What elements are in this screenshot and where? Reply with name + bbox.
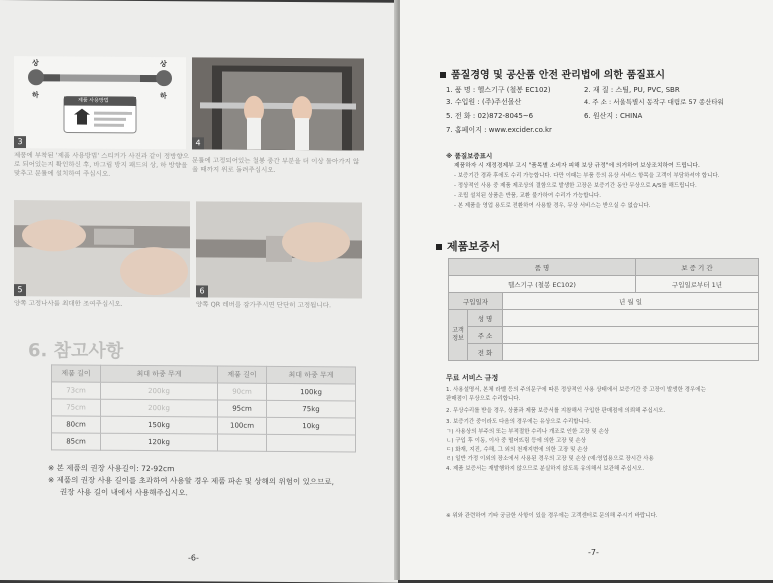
service-line: ㄱ) 사용상의 부주의 또는 부적절한 수리나 개조로 인한 고장 및 손상 bbox=[446, 429, 610, 435]
note-warning-cont: 권장 사용 길이 내에서 사용해주십시오. bbox=[60, 487, 188, 498]
step-number: 4 bbox=[192, 137, 204, 149]
sticker-title: 제품 사용방법 bbox=[78, 97, 109, 104]
warranty-date-row bbox=[449, 293, 759, 310]
section-title: 6. 참고사항 bbox=[28, 340, 124, 362]
cell: 120kg bbox=[101, 433, 218, 451]
cell bbox=[218, 434, 267, 451]
guarantee-line: 제품하자 시 재정경제부 고시 "품목별 소비자 피해 보상 규정"에 의거하여 보상조치하여 드립니다. bbox=[454, 163, 700, 169]
hands-on-bar-photo bbox=[192, 57, 364, 150]
cell: 75kg bbox=[267, 400, 356, 418]
spec-table bbox=[51, 364, 356, 452]
quality-item: 4. 주 소 : 서울특별시 동작구 대림로 57 종산타워 bbox=[584, 98, 724, 106]
address-field[interactable] bbox=[503, 327, 759, 344]
guarantee-line: - 본 제품을 영업 용도로 전환하여 사용할 경우, 무상 서비스는 받으실 수 없습니다. bbox=[454, 203, 651, 209]
service-line: 1. 사용설명서, 본체 라벨 등의 주의문구에 따른 정상적인 사용 상태에서 보증기간 중 고장이 발생한 경우에는 bbox=[446, 387, 706, 393]
customer-info-label: 고객정보 bbox=[449, 310, 468, 361]
cell bbox=[267, 434, 356, 452]
service-line: ㄷ) 화재, 지진, 수해, 그 외의 천재지변에 의한 고장 및 손상 bbox=[446, 447, 588, 453]
purchase-date-label: 구입일자 bbox=[449, 293, 503, 310]
cell: 75cm bbox=[52, 399, 101, 416]
warranty-header-row bbox=[449, 259, 759, 276]
page-number: -7- bbox=[588, 548, 599, 557]
step-number: 6 bbox=[196, 285, 208, 297]
table-row bbox=[52, 416, 356, 435]
service-line: 4. 제품 보증서는 재발행하지 않으므로 분실하지 않도록 유의해서 보관해 주십시오. bbox=[446, 466, 645, 472]
caption-step-5: 양쪽 고정나사를 최대한 조여주십시오. bbox=[14, 299, 123, 308]
label-bottom-left: 하 bbox=[32, 91, 39, 100]
table-header-row bbox=[52, 365, 356, 384]
warranty-customer-row bbox=[449, 310, 759, 327]
note-warning: ※ 제품의 권장 사용 길이를 초과하여 사용할 경우 제품 파손 및 상해의 위험이 있으므로, bbox=[48, 475, 334, 487]
warranty-product: 헬스기구 (철봉 EC102) bbox=[449, 276, 636, 293]
cell: 100kg bbox=[267, 383, 356, 401]
quality-item: 1. 품 명 : 헬스기구 (철봉 EC102) bbox=[446, 86, 551, 94]
label-top-left: 상 bbox=[32, 59, 39, 68]
warranty-header-product: 품 명 bbox=[449, 259, 636, 276]
warranty-header-period: 보 증 기 간 bbox=[636, 259, 759, 276]
cell: 80cm bbox=[52, 416, 101, 433]
guarantee-line: - 보증기간 경과 후에도 수리 가능합니다. 다만 이때는 부품 등의 유상 서비스 항목을 고객이 부담하셔야 합니다. bbox=[454, 173, 720, 179]
table-row bbox=[52, 433, 356, 452]
service-line: ㄹ) 일반 가정 이외의 장소에서 사용된 경우의 고장 및 손상 (예:영업용으로 장시간 사용 bbox=[446, 456, 654, 462]
guarantee-title: ※ 품질보증표시 bbox=[446, 152, 493, 160]
note-length: ※ 본 제품의 권장 사용길이: 72-92cm bbox=[48, 463, 175, 474]
quality-item: 6. 원산지 : CHINA bbox=[584, 112, 643, 120]
footer-note: ※ 위와 관련하여 기타 궁금한 사항이 있을 경우에는 고객센터로 문의해 주시기 바랍니다. bbox=[446, 513, 658, 519]
name-field[interactable] bbox=[503, 310, 759, 327]
field-phone-label: 전 화 bbox=[468, 344, 503, 361]
step-number: 3 bbox=[14, 136, 26, 148]
quality-item: 3. 수입원 : (주)주선몰산 bbox=[446, 98, 522, 106]
cell: 10kg bbox=[267, 417, 356, 435]
warranty-address-row bbox=[449, 327, 759, 344]
caption-step-3: 제품에 부착된 '제품 사용방법' 스티커가 사진과 같이 정방향으로 되어있는지 확인하신 후, 바그립 방지 패드의 상, 하 방향을 맞추고 문틀에 설치하여 주십시오. bbox=[14, 151, 190, 178]
warranty-product-row bbox=[449, 276, 759, 293]
square-bullet-icon bbox=[440, 72, 446, 78]
cell: 95cm bbox=[218, 400, 267, 417]
warranty-phone-row bbox=[449, 344, 759, 361]
service-line: ㄴ) 구입 후 이동, 이사 중 떨어뜨림 등에 의한 고장 및 손상 bbox=[446, 438, 587, 444]
guarantee-line: - 정상적인 사용 중 제품 제조상의 결함으로 발생한 고장은 보증기간 동안 무상으로 A/S를 해드립니다. bbox=[454, 183, 697, 189]
photo-step-3 bbox=[14, 56, 186, 149]
service-title: 무료 서비스 규정 bbox=[446, 374, 499, 382]
photo-step-6 bbox=[196, 201, 362, 298]
col-header: 제품 길이 bbox=[218, 366, 267, 383]
field-name-label: 성 명 bbox=[468, 310, 503, 327]
cell: 200kg bbox=[101, 399, 218, 417]
quality-item: 2. 재 질 : 스틸, PU, PVC, SBR bbox=[584, 86, 680, 94]
cell: 150kg bbox=[101, 416, 218, 434]
label-top-right: 상 bbox=[160, 60, 167, 69]
col-header: 최대 하중 무게 bbox=[101, 365, 218, 383]
service-line: 3. 보증기간 중이라도 다음의 경우에는 유상으로 수리합니다. bbox=[446, 419, 591, 425]
warranty-period: 구입일로부터 1년 bbox=[636, 276, 759, 293]
phone-field[interactable] bbox=[503, 344, 759, 361]
quality-title-text: 품질경영 및 공산품 안전 관리법에 의한 품질표시 bbox=[451, 70, 666, 81]
photo-step-5 bbox=[14, 200, 190, 297]
quality-item: 7. 홈페이지 : www.excider.co.kr bbox=[446, 126, 552, 134]
service-line: 판매점이 무상으로 수리합니다. bbox=[446, 396, 521, 402]
warranty-title bbox=[436, 238, 500, 254]
cell: 90cm bbox=[218, 383, 267, 400]
field-address-label: 주 소 bbox=[468, 327, 503, 344]
photo-step-4 bbox=[192, 57, 364, 150]
cell: 100cm bbox=[218, 417, 267, 434]
warranty-table bbox=[448, 258, 759, 361]
caption-step-4: 문틀에 고정되어있는 철봉 중간 부분을 더 이상 돌아가지 않을 때까지 위로 돌려주십시오. bbox=[192, 156, 360, 174]
col-header: 최대 하중 무게 bbox=[267, 366, 356, 384]
square-bullet-icon bbox=[436, 244, 442, 250]
page-number: -6- bbox=[188, 553, 199, 563]
guarantee-line: - 조립 설치된 상품은 반품, 교환 불가하여 수리가 가능합니다. bbox=[454, 193, 601, 199]
service-line: 2. 무상수리를 받을 경우, 상품과 제품 보증서를 지참해서 구입한 판매점에 의뢰해 주십시오. bbox=[446, 408, 666, 414]
quality-title bbox=[440, 66, 665, 81]
col-header: 제품 길이 bbox=[52, 365, 101, 382]
cell: 73cm bbox=[52, 382, 101, 399]
table-row bbox=[52, 399, 356, 418]
label-bottom-right: 하 bbox=[160, 92, 167, 101]
cell: 85cm bbox=[52, 433, 101, 450]
table-row bbox=[52, 382, 356, 401]
purchase-date-field[interactable]: 년 월 일 bbox=[503, 293, 759, 310]
tighten-screw-photo bbox=[14, 200, 190, 297]
qr-lever-photo bbox=[196, 201, 362, 298]
step-number: 5 bbox=[14, 284, 26, 296]
quality-item: 5. 전 화 : 02)872-8045~6 bbox=[446, 112, 534, 120]
cell: 200kg bbox=[101, 382, 218, 400]
warranty-title-text: 제품보증서 bbox=[447, 240, 501, 253]
caption-step-6: 양쪽 QR 레버를 잠가주시면 단단히 고정됩니다. bbox=[196, 300, 332, 310]
